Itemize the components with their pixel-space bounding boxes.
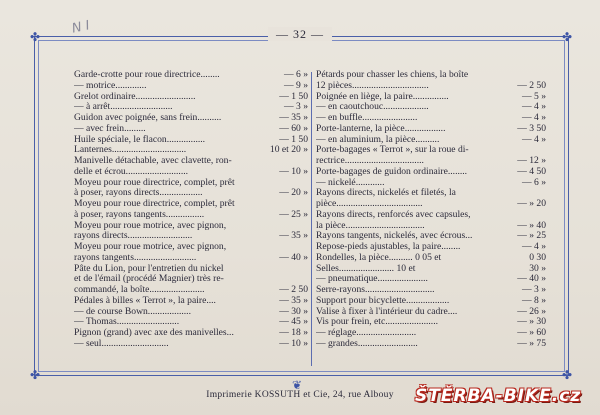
item-price: — » 75: [517, 337, 546, 349]
item-description: Rondelles, la pièce.......... 0 05 et: [316, 252, 442, 263]
price-row: [316, 231, 546, 242]
price-row: [316, 253, 546, 264]
column-divider: [311, 72, 312, 366]
item-price: — 8 »: [522, 294, 546, 306]
price-row: [74, 113, 308, 124]
item-description: Moyeu pour roue directrice, complet, prêt: [74, 199, 235, 209]
item-price: — 9 »: [284, 79, 308, 91]
item-description: Repose-pieds ajustables, la paire........: [316, 242, 461, 252]
price-row: [316, 102, 546, 113]
price-row: [74, 178, 308, 189]
item-description: à poser, rayons directs..................: [74, 188, 203, 199]
price-list-right-column: [316, 70, 546, 350]
price-row: [74, 81, 308, 92]
item-price: — 4 »: [522, 101, 546, 113]
item-description: — à arrêt..........................: [74, 102, 173, 113]
price-row: [316, 210, 546, 221]
price-row: [316, 124, 546, 135]
item-description: 12 pièces................................: [316, 80, 429, 91]
item-price: — 18 »: [279, 327, 308, 338]
item-price: — 35 »: [279, 112, 308, 123]
item-price: — 60 »: [279, 122, 308, 134]
item-description: Grelot ordinaire.........................: [74, 91, 196, 102]
item-description: — seul............................: [74, 338, 169, 349]
price-row: [316, 113, 546, 124]
price-row: [74, 199, 308, 210]
price-row: [74, 156, 308, 167]
price-row: [74, 70, 308, 81]
item-price: — » 25: [517, 230, 546, 242]
price-row: [74, 264, 308, 275]
item-description: — de course Bown..................: [74, 306, 191, 317]
price-row: [316, 274, 546, 285]
corner-ornament-icon: ✤: [562, 30, 573, 44]
item-description: rectrice.................................: [316, 156, 424, 166]
page-number: [0, 27, 600, 42]
price-row: [316, 81, 546, 92]
price-row: [316, 317, 546, 328]
page-number-text: — 32 —: [268, 27, 332, 41]
item-price: — 40 »: [279, 251, 308, 263]
item-price: — 3 »: [522, 284, 546, 295]
price-row: [316, 339, 546, 350]
price-row: [74, 145, 308, 156]
price-row: [316, 70, 546, 81]
item-description: Valise à fixer à l'intérieur du cadre....: [316, 306, 458, 317]
item-description: Guidon avec poignée, sans frein..........: [74, 113, 222, 123]
item-price: 0 30: [529, 251, 546, 263]
item-price: — 2 50: [517, 79, 546, 91]
item-description: — nickelé............: [316, 177, 385, 188]
price-row: [74, 317, 308, 328]
item-description: la pièce.................................: [316, 220, 425, 231]
item-price: — » 40: [517, 219, 546, 231]
item-description: et de l'émail (procédé Magnier) très re-: [74, 274, 224, 285]
corner-ornament-icon: ✤: [562, 368, 573, 382]
item-description: Rayons tangents, nickelés, avec écrous...: [316, 231, 473, 242]
price-row: [316, 328, 546, 339]
price-row: [74, 307, 308, 318]
item-price: — 20 »: [279, 187, 308, 199]
price-row: [74, 328, 308, 339]
item-description: — en aluminium, la pièce..........: [316, 134, 440, 145]
item-description: Rayons directs, renforcés avec capsules,: [316, 209, 471, 220]
item-description: pièce....................................: [316, 199, 423, 209]
price-row: [74, 231, 308, 242]
item-price: 30 »: [529, 262, 546, 274]
item-description: Support pour bicyclette..................: [316, 295, 450, 306]
item-price: — 4 »: [522, 112, 546, 123]
price-row: [74, 210, 308, 221]
item-description: Serre-rayons.............................: [316, 285, 435, 295]
item-description: Manivelle détachable, avec clavette, ron-: [74, 156, 232, 166]
price-row: [74, 285, 308, 296]
price-row: [74, 221, 308, 232]
price-row: [316, 296, 546, 307]
printer-imprint: Imprimerie KOSSUTH et Cie, 24, rue Albouy: [206, 390, 394, 400]
item-price: — » 30: [517, 316, 546, 328]
price-row: [316, 264, 546, 275]
price-row: [74, 167, 308, 178]
item-description: Moyeu pour roue motrice, avec pignon,: [74, 220, 227, 231]
item-price: — 40 »: [517, 273, 546, 285]
item-price: 10 et 20 »: [269, 144, 308, 156]
item-description: Huile spéciale, le flacon................: [74, 134, 206, 145]
item-description: — Thomas..........................: [74, 317, 180, 328]
price-row: [316, 199, 546, 210]
item-description: Garde-crotte pour roue directrice........: [74, 70, 220, 80]
item-description: Porte-bagages « Terrot », sur la roue di-: [316, 145, 469, 156]
item-description: Vis pour frein, etc......................: [316, 317, 438, 328]
item-price: — 2 50: [279, 284, 308, 295]
price-row: [316, 285, 546, 296]
price-row: [316, 307, 546, 318]
item-description: — motrice.............: [74, 80, 147, 91]
item-price: — 10 »: [279, 337, 308, 349]
item-description: Porte-bagages de guidon ordinaire........: [316, 166, 468, 177]
item-price: — 35 »: [279, 294, 308, 306]
item-price: — 25 »: [279, 208, 308, 220]
item-description: Rayons directs, nickelés et filetés, la: [316, 188, 456, 199]
item-price: — 6 »: [284, 69, 308, 80]
item-price: — 1 50: [279, 90, 308, 102]
fleuron-icon: ❦: [292, 378, 303, 392]
item-price: — 3 »: [284, 101, 308, 113]
item-price: — 3 50: [517, 122, 546, 134]
item-price: — 4 »: [522, 241, 546, 252]
price-row: [74, 188, 308, 199]
price-list-left-column: [74, 70, 308, 350]
item-price: — 12 »: [517, 155, 546, 166]
corner-ornament-icon: ✤: [30, 368, 41, 382]
price-row: [316, 178, 546, 189]
price-row: [316, 92, 546, 103]
item-description: — en caoutchouc...................: [316, 102, 429, 113]
price-row: [74, 253, 308, 264]
item-description: — réglage.........................: [316, 328, 417, 338]
price-row: [316, 135, 546, 146]
item-description: — pneumatique.....................: [316, 274, 428, 285]
item-description: delle et écrou..........................: [74, 166, 189, 177]
item-description: commandé, la boîte.......................: [74, 285, 205, 295]
item-price: — 10 »: [279, 165, 308, 177]
price-row: [74, 92, 308, 103]
price-row: [74, 339, 308, 350]
price-row: [316, 221, 546, 232]
item-description: Moyeu pour roue directrice, complet, prêt: [74, 177, 235, 188]
item-price: — 35 »: [279, 230, 308, 242]
item-description: à poser, rayons tangents................: [74, 209, 205, 220]
item-description: — grandes.........................: [316, 338, 418, 349]
item-description: Pâte du Lion, pour l'entretien du nickel: [74, 263, 224, 274]
price-row: [316, 156, 546, 167]
item-price: — 4 50: [517, 165, 546, 177]
item-description: Pignon (grand) avec axe des manivelles...: [74, 328, 234, 338]
item-price: — 1 50: [279, 133, 308, 145]
item-description: Porte-lanterne, la pièce.................: [316, 123, 446, 134]
price-row: [74, 296, 308, 307]
price-row: [316, 242, 546, 253]
item-description: — en buffle.......................: [316, 113, 418, 123]
item-description: — avec frein.........: [74, 123, 146, 134]
corner-ornament-icon: ✤: [30, 30, 41, 44]
item-price: — » 60: [517, 327, 546, 338]
item-price: — 30 »: [279, 305, 308, 317]
price-row: [74, 242, 308, 253]
item-price: — 5 »: [522, 90, 546, 102]
price-row: [74, 124, 308, 135]
item-price: — 26 »: [517, 305, 546, 317]
price-row: [74, 102, 308, 113]
price-row: [316, 167, 546, 178]
item-description: Lanternes...............................: [74, 145, 187, 156]
item-description: Poignée en liège, la paire...............: [316, 91, 449, 102]
handwritten-mark: N I: [70, 18, 92, 37]
item-description: Moyeu pour roue motrice, avec pignon,: [74, 242, 227, 252]
item-price: — 45 »: [279, 316, 308, 328]
item-price: — » 20: [517, 198, 546, 209]
price-row: [74, 274, 308, 285]
item-description: Pédales à billes « Terrot », la paire....: [74, 295, 216, 306]
item-description: Selles....................... 10 et: [316, 263, 416, 274]
item-price: — 4 »: [522, 133, 546, 145]
price-row: [316, 145, 546, 156]
item-description: rayons directs...........................: [74, 231, 193, 242]
site-watermark: ŠTĚRBA-BIKE.cz: [415, 386, 582, 406]
item-description: rayons tangents..........................: [74, 252, 197, 263]
price-row: [316, 188, 546, 199]
item-description: Pétards pour chasser les chiens, la boîte: [316, 70, 469, 80]
item-price: — 6 »: [522, 176, 546, 188]
